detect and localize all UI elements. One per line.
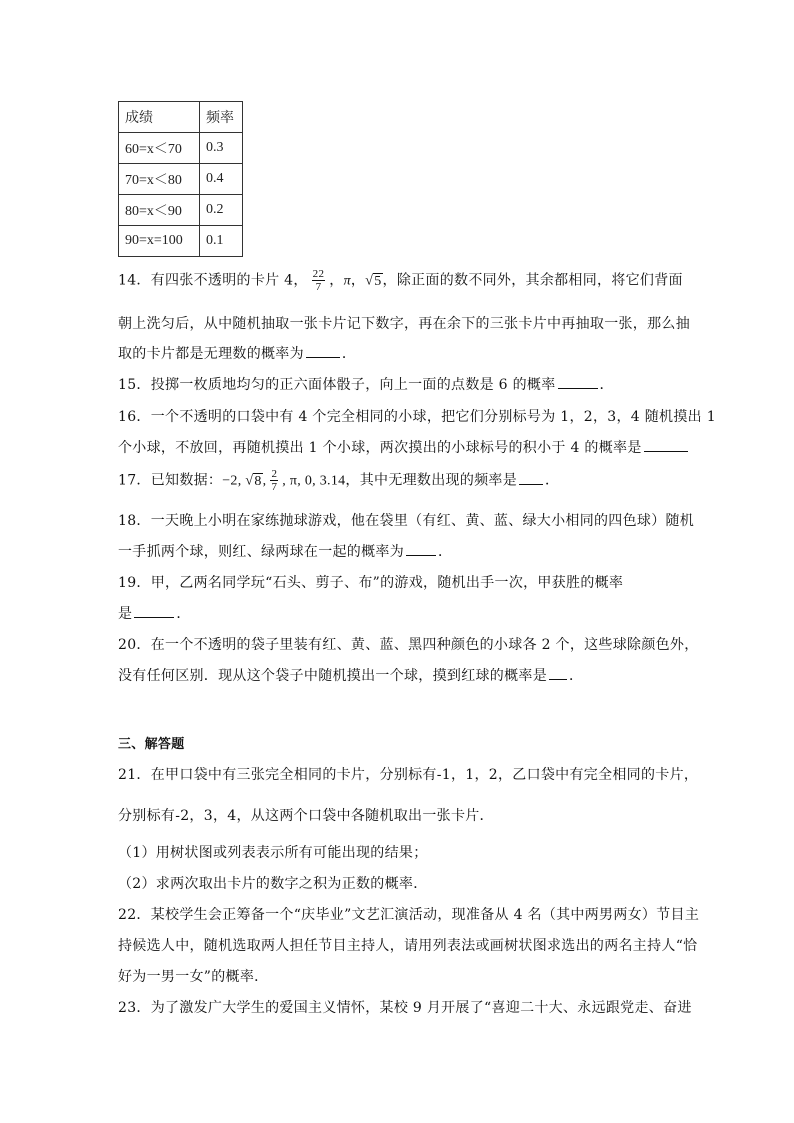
- question-22-line-3: 好为一男一女”的概率．: [118, 969, 269, 985]
- separator: ，: [350, 272, 366, 289]
- period: ．: [438, 544, 453, 560]
- table-cell: 80=x＜90: [119, 195, 200, 226]
- question-14-text: 取的卡片都是无理数的概率为: [118, 346, 304, 362]
- sqrt-radicand: 8: [254, 473, 262, 489]
- answer-blank[interactable]: [549, 678, 567, 680]
- question-21-line-2: 分别标有-2，3，4，从这两个口袋中各随机取出一张卡片．: [118, 808, 494, 824]
- answer-blank[interactable]: [519, 483, 543, 485]
- answer-blank[interactable]: [134, 616, 174, 618]
- table-cell: 70=x＜80: [119, 164, 200, 195]
- table-cell: 0.1: [200, 226, 243, 257]
- question-17-lead: 17．已知数据：: [118, 472, 223, 489]
- question-22-line-1: 22．某校学生会正筹备一个“庆毕业”文艺汇演活动，现准备从 4 名（其中两男两女）节目主: [118, 907, 700, 923]
- table-row: [119, 226, 243, 257]
- question-14-lead: 14．有四张不透明的卡片 4，: [118, 272, 308, 289]
- question-18-line-1: 18．一天晚上小明在家练抛球游戏，他在袋里（有红、黄、蓝、绿大小相同的四色球）随机: [118, 513, 695, 529]
- fraction-numerator: 2: [271, 468, 278, 480]
- question-18-line-2: [118, 541, 452, 561]
- question-21-part-2: （2）求两次取出卡片的数字之积为正数的概率．: [118, 876, 428, 892]
- table-cell: 0.3: [200, 133, 243, 164]
- question-14-line-1: [118, 268, 683, 293]
- period: ．: [599, 377, 614, 393]
- question-17-text: ，其中无理数出现的频率是: [345, 472, 518, 489]
- question-16-text: 个小球，不放回，再随机摸出 1 个小球，两次摸出的小球标号的积小于 4 的概率是: [118, 440, 642, 456]
- question-18-text: 一手抓两个球，则红、绿两球在一起的概率为: [118, 544, 404, 560]
- sqrt-radicand: 5: [374, 273, 382, 289]
- question-14-line-2: 朝上洗匀后，从中随机抽取一张卡片记下数字，再在余下的三张卡片中再抽取一张，那么抽: [118, 316, 690, 332]
- table-cell: 0.4: [200, 164, 243, 195]
- question-16-line-2: [118, 437, 690, 457]
- separator: ，: [329, 272, 344, 289]
- period: ．: [176, 606, 191, 622]
- frequency-table: [118, 101, 243, 257]
- answer-blank[interactable]: [306, 356, 340, 358]
- question-16-line-1: 16．一个不透明的口袋中有 4 个完全相同的小球，把它们分别标号为 1，2，3，4 随机摸出 1: [118, 409, 716, 425]
- question-19-line-2: [118, 603, 191, 623]
- data-values-post: , π, 0, 3.14: [282, 473, 346, 489]
- question-21-line-1: 21．在甲口袋中有三张完全相同的卡片，分别标有-1，1，2，乙口袋中有完全相同的卡片，: [118, 767, 699, 783]
- table-header-cell: 成绩: [119, 102, 200, 133]
- period: ．: [569, 668, 584, 684]
- answer-blank[interactable]: [644, 450, 688, 452]
- sqrt-expression: √5: [365, 273, 382, 289]
- table-cell: 0.2: [200, 195, 243, 226]
- question-17: [118, 468, 559, 493]
- question-19-text: 是: [118, 606, 133, 622]
- question-23-line-1: 23．为了激发广大学生的爱国主义情怀，某校 9 月开展了“喜迎二十大、永远跟党走、奋进: [118, 1000, 692, 1016]
- fraction-22-7: [312, 268, 326, 293]
- question-20-line-1: 20．在一个不透明的袋子里装有红、黄、蓝、黑四种颜色的小球各 2 个，这些球除颜色外，: [118, 637, 699, 653]
- answer-blank[interactable]: [558, 387, 598, 389]
- table-row: [119, 195, 243, 226]
- table-cell: 90=x=100: [119, 226, 200, 257]
- table-row: [119, 164, 243, 195]
- fraction-numerator: 22: [312, 268, 325, 280]
- period: ．: [545, 472, 560, 489]
- table-row: [119, 133, 243, 164]
- pi-symbol: π: [343, 273, 351, 289]
- question-19-line-1: 19．甲，乙两名同学玩“石头、剪子、布”的游戏，随机出手一次，甲获胜的概率: [118, 575, 624, 591]
- fraction-denominator: 7: [315, 281, 322, 293]
- question-20-text: 没有任何区别．现从这个袋子中随机摸出一个球，摸到红球的概率是: [118, 668, 547, 684]
- question-21-part-1: （1）用树状图或列表表示所有可能出现的结果；: [118, 845, 428, 861]
- question-20-line-2: [118, 665, 583, 685]
- period: ．: [341, 346, 357, 362]
- separator: ,: [262, 473, 267, 489]
- table-header-cell: 频率: [200, 102, 243, 133]
- question-14-line-3: [118, 343, 356, 363]
- table-header-row: [119, 102, 243, 133]
- question-14-tail: ，除正面的数不同外，其余都相同，将它们背面: [382, 272, 683, 289]
- sqrt-expression: √8: [245, 473, 262, 489]
- question-15-text: 15．投掷一枚质地均匀的正六面体骰子，向上一面的点数是 6 的概率: [118, 377, 556, 393]
- fraction-denominator: 7: [271, 481, 278, 493]
- section-heading: 三、解答题: [118, 737, 185, 752]
- question-22-line-2: 持候选人中，随机选取两人担任节目主持人，请用列表法或画树状图求选出的两名主持人“恰: [118, 938, 698, 954]
- fraction-2-7: [270, 468, 278, 493]
- question-15: [118, 374, 614, 394]
- data-values-pre: −2,: [222, 473, 246, 489]
- answer-blank[interactable]: [406, 554, 436, 556]
- table-cell: 60=x＜70: [119, 133, 200, 164]
